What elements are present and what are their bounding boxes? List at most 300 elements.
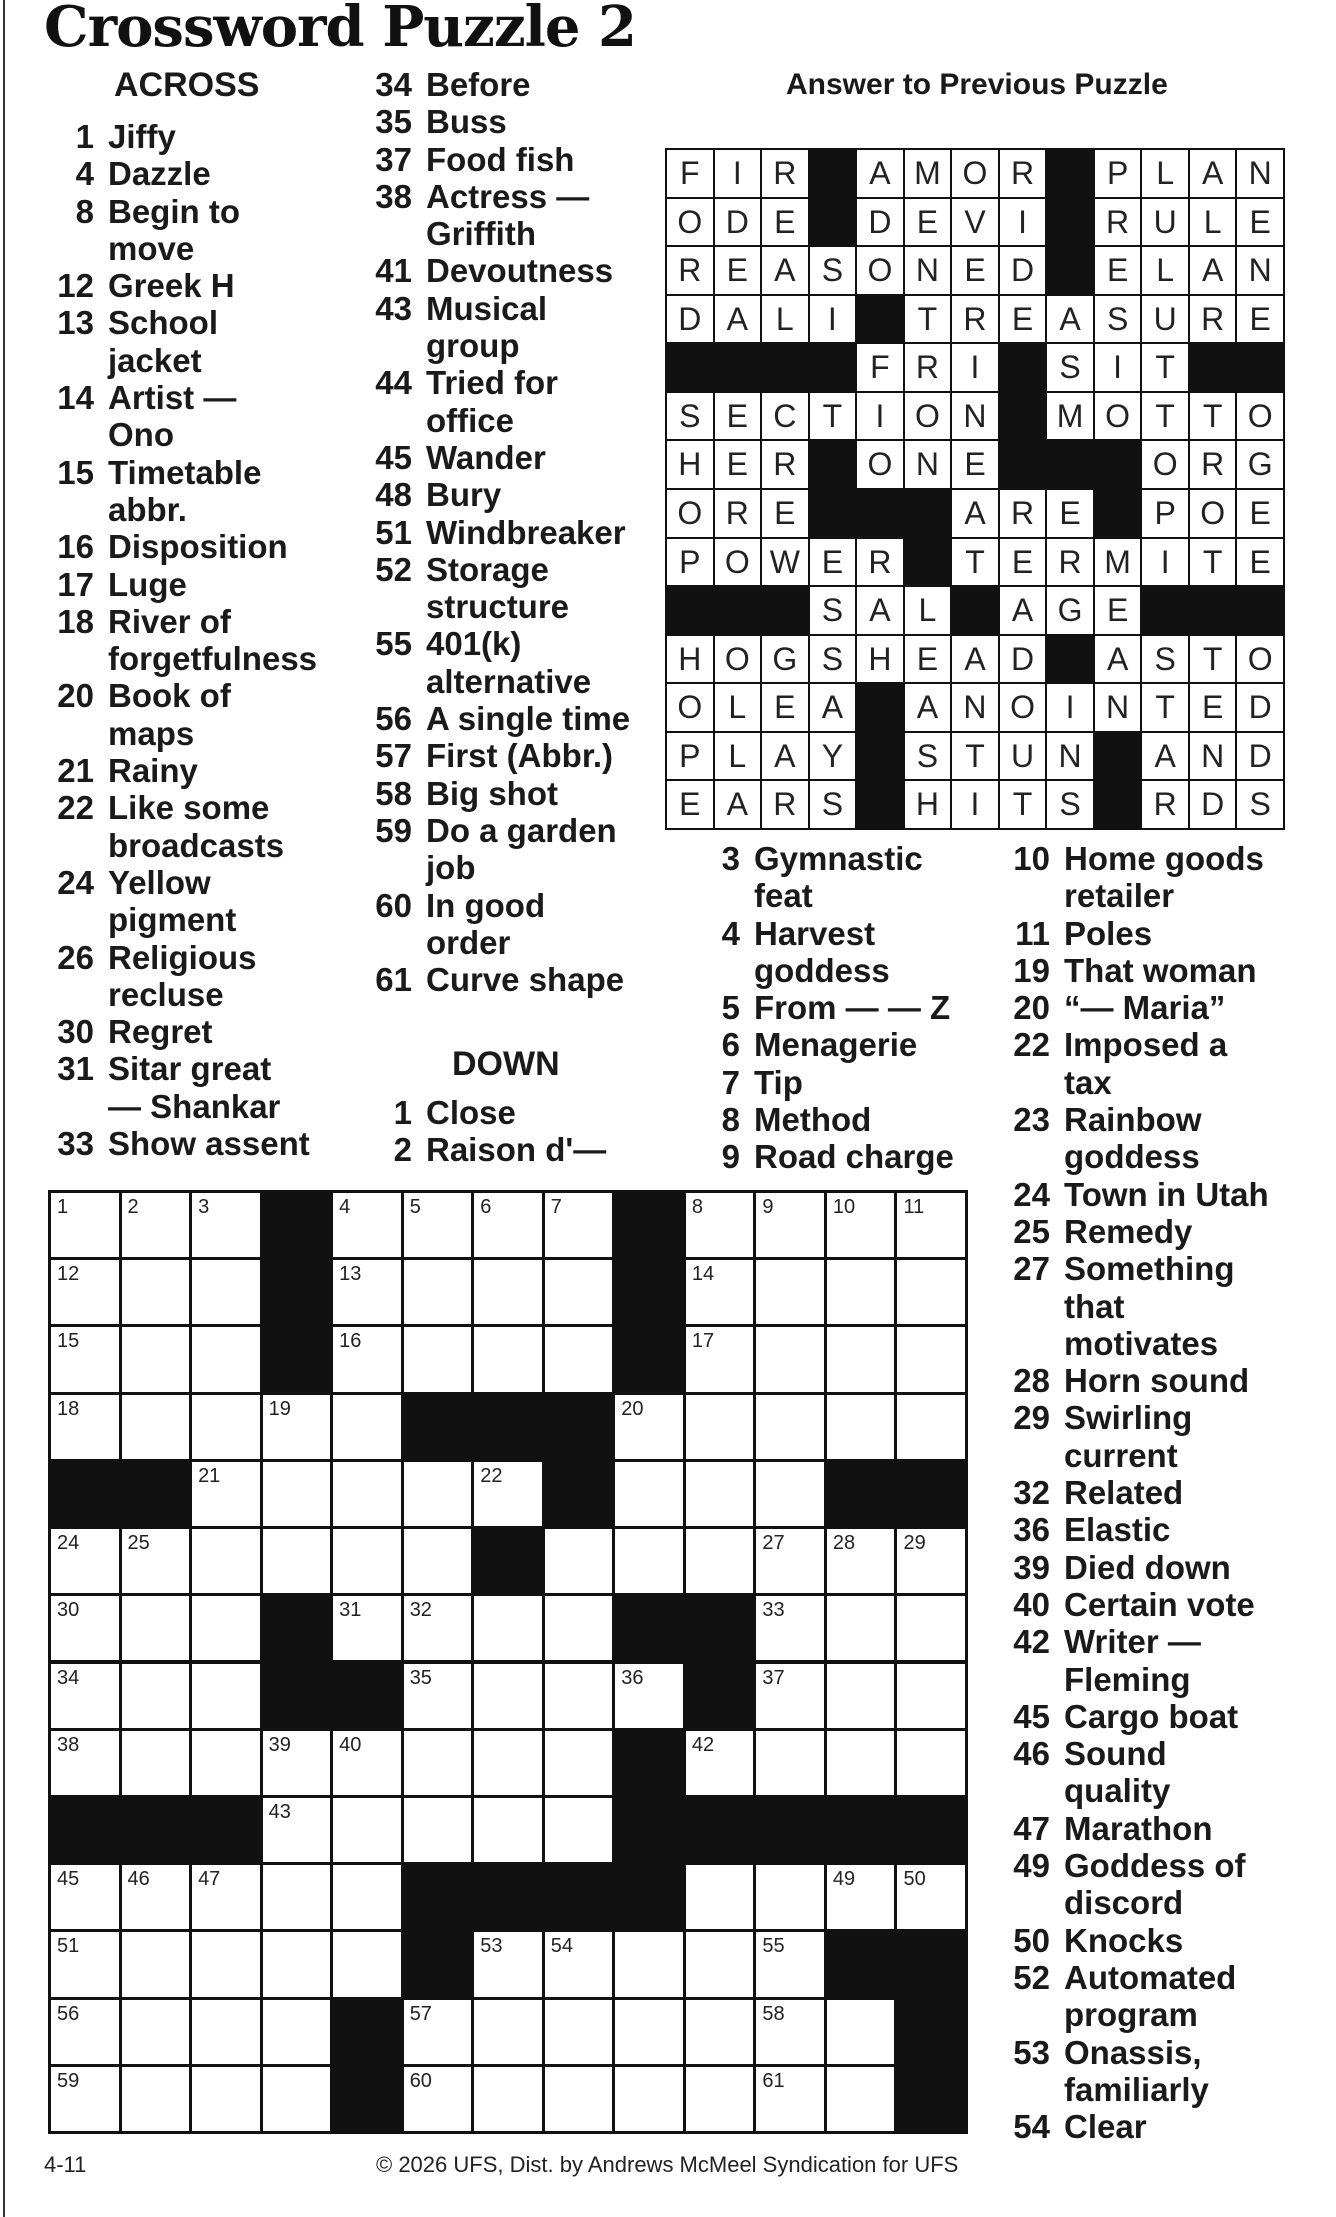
clue-text: Musical group	[426, 289, 548, 365]
down-clue-42	[990, 1623, 1330, 1698]
answer-cell: O	[1190, 490, 1236, 537]
grid-cell[interactable]	[263, 1462, 331, 1526]
cell-number: 20	[621, 1397, 644, 1420]
grid-cell[interactable]	[192, 1193, 260, 1257]
answer-cell: M	[1047, 393, 1093, 440]
clue-number: 6	[721, 1026, 740, 1064]
down-clue-3	[690, 840, 1000, 915]
grid-cell[interactable]	[333, 1932, 401, 1996]
clue-number: 15	[57, 453, 94, 491]
answer-cell: E	[715, 393, 761, 440]
grid-cell[interactable]	[51, 1664, 119, 1728]
clue-text: Something that motivates	[1064, 1250, 1235, 1362]
clue-number: 42	[1013, 1623, 1050, 1661]
grid-cell[interactable]	[263, 1865, 331, 1929]
clue-number: 53	[1013, 2033, 1050, 2071]
clue-number: 41	[375, 252, 412, 290]
grid-cell[interactable]	[545, 1260, 613, 1324]
cell-number: 27	[762, 1532, 785, 1555]
grid-cell[interactable]	[333, 1529, 401, 1593]
grid-cell[interactable]	[474, 2000, 542, 2064]
clue-text: Raison d'—	[426, 1131, 607, 1169]
grid-cell[interactable]	[615, 2000, 683, 2064]
grid-cell[interactable]	[51, 1932, 119, 1996]
cell-number: 24	[57, 1532, 80, 1555]
grid-cell[interactable]	[545, 1327, 613, 1391]
grid-cell[interactable]	[192, 1865, 260, 1929]
clue-text: Buss	[426, 103, 507, 141]
clue-text: Town in Utah	[1064, 1175, 1269, 1213]
clue-number: 20	[1013, 989, 1050, 1027]
grid-cell[interactable]	[192, 2000, 260, 2064]
grid-cell[interactable]	[897, 1731, 965, 1795]
page-edge-rule	[3, 0, 5, 2217]
grid-cell[interactable]	[897, 1664, 965, 1728]
grid-cell[interactable]	[545, 1529, 613, 1593]
grid-cell[interactable]	[404, 1462, 472, 1526]
answer-cell: S	[1142, 636, 1188, 683]
across-clue-15	[44, 454, 354, 529]
grid-cell[interactable]	[545, 1932, 613, 1996]
answer-cell: E	[1095, 247, 1141, 294]
grid-cell[interactable]	[192, 1327, 260, 1391]
grid-cell[interactable]	[474, 1798, 542, 1862]
grid-cell[interactable]	[122, 1932, 190, 1996]
clue-text: Swirling current	[1064, 1399, 1193, 1474]
answer-cell: R	[762, 441, 808, 488]
answer-cell: A	[715, 296, 761, 343]
clue-number: 17	[57, 565, 94, 603]
answer-cell: E	[1095, 587, 1141, 634]
grid-cell[interactable]	[122, 1865, 190, 1929]
grid-cell[interactable]	[474, 1462, 542, 1526]
clue-text: Dazzle	[108, 155, 211, 193]
cell-number: 10	[832, 1196, 856, 1218]
grid-cell[interactable]	[827, 1193, 895, 1257]
answer-cell: M	[905, 150, 951, 197]
cell-number: 32	[409, 1599, 432, 1622]
grid-cell[interactable]	[263, 1395, 331, 1459]
grid-cell[interactable]	[404, 1193, 472, 1257]
clue-text: Do a garden job	[426, 811, 617, 887]
grid-cell[interactable]	[333, 1193, 401, 1257]
answer-cell: O	[715, 539, 761, 586]
answer-cell: W	[762, 539, 808, 586]
answer-cell: O	[715, 636, 761, 683]
answer-cell: U	[1142, 296, 1188, 343]
clue-text: Jiffy	[108, 118, 176, 155]
across-clue-24	[44, 864, 354, 939]
down-clue-54	[990, 2108, 1330, 2145]
down-clues-column-3	[990, 840, 1330, 2145]
answer-cell: S	[810, 636, 856, 683]
cell-number: 58	[762, 2002, 785, 2025]
grid-cell[interactable]	[545, 2067, 613, 2131]
down-clue-8	[690, 1101, 1000, 1138]
answer-cell: R	[667, 247, 713, 294]
grid-cell[interactable]	[122, 1596, 190, 1660]
grid-cell[interactable]	[686, 1327, 754, 1391]
grid-cell[interactable]	[51, 1529, 119, 1593]
down-clue-7	[690, 1064, 1000, 1101]
cell-number: 30	[57, 1599, 80, 1622]
clue-text: Clear	[1064, 2108, 1147, 2146]
clue-text: Sitar great — Shankar	[108, 1050, 281, 1125]
across-clue-45	[360, 439, 660, 476]
grid-cell[interactable]	[192, 1462, 260, 1526]
grid-cell[interactable]	[686, 1462, 754, 1526]
grid-cell[interactable]	[474, 1327, 542, 1391]
grid-cell[interactable]	[192, 1596, 260, 1660]
grid-cell[interactable]	[897, 1395, 965, 1459]
down-clue-32	[990, 1474, 1330, 1511]
grid-cell[interactable]	[897, 1596, 965, 1660]
across-clue-33	[44, 1125, 354, 1162]
across-clue-18	[44, 603, 354, 678]
clue-text: 401(k) alternative	[426, 625, 592, 700]
grid-cell[interactable]	[827, 1327, 895, 1391]
answer-cell: D	[715, 199, 761, 246]
cell-number: 60	[409, 2069, 432, 2092]
grid-cell[interactable]	[686, 1529, 754, 1593]
answer-cell: A	[952, 636, 998, 683]
grid-cell[interactable]	[263, 2000, 331, 2064]
grid-cell[interactable]	[897, 1529, 965, 1593]
down-clue-28	[990, 1362, 1330, 1399]
grid-cell[interactable]	[474, 1260, 542, 1324]
answer-cell: A	[857, 587, 903, 634]
answer-cell: R	[1000, 150, 1046, 197]
grid-cell[interactable]	[756, 1932, 824, 1996]
grid-cell[interactable]	[827, 2000, 895, 2064]
clue-text: Devoutness	[426, 252, 614, 290]
clue-text: Remedy	[1064, 1212, 1193, 1250]
answer-cell: N	[952, 393, 998, 440]
grid-cell[interactable]	[404, 1327, 472, 1391]
answer-cell: I	[1095, 344, 1141, 391]
answer-cell: A	[905, 684, 951, 731]
answer-cell: T	[1142, 684, 1188, 731]
clue-text: Big shot	[426, 774, 558, 812]
across-clue-44	[360, 364, 660, 439]
answer-cell: R	[1000, 490, 1046, 537]
cell-number: 51	[57, 1935, 80, 1958]
grid-cell[interactable]	[827, 2067, 895, 2131]
clue-text: Like some broadcasts	[108, 789, 285, 864]
answer-cell: O	[1000, 684, 1046, 731]
grid-cell[interactable]	[686, 1395, 754, 1459]
clue-number: 19	[1013, 951, 1050, 989]
across-heading: ACROSS	[114, 66, 260, 104]
grid-cell[interactable]	[827, 1260, 895, 1324]
clue-text: Imposed a tax	[1064, 1026, 1228, 1101]
grid-cell[interactable]	[756, 1193, 824, 1257]
clue-number: 30	[57, 1013, 94, 1051]
answer-cell: L	[1190, 199, 1236, 246]
grid-cell[interactable]	[404, 2000, 472, 2064]
grid-cell[interactable]	[615, 1462, 683, 1526]
down-clues-column-1	[360, 1094, 660, 1169]
clue-number: 61	[375, 961, 412, 999]
cell-number: 57	[409, 2002, 432, 2025]
answer-cell: O	[667, 199, 713, 246]
answer-cell: O	[667, 684, 713, 731]
grid-cell[interactable]	[122, 1395, 190, 1459]
grid-cell[interactable]	[686, 1260, 754, 1324]
cell-number: 4	[339, 1196, 351, 1218]
answer-cell: G	[1047, 587, 1093, 634]
grid-cell[interactable]	[263, 1932, 331, 1996]
grid-cell[interactable]	[756, 1395, 824, 1459]
grid-cell[interactable]	[897, 1327, 965, 1391]
clue-text: Knocks	[1064, 1921, 1184, 1959]
grid-cell[interactable]	[615, 1395, 683, 1459]
grid-cell[interactable]	[122, 2000, 190, 2064]
clue-text: In good order	[426, 886, 546, 961]
answer-cell: V	[952, 199, 998, 246]
clue-number: 13	[57, 304, 94, 342]
clue-number: 44	[375, 364, 412, 402]
grid-cell[interactable]	[615, 1932, 683, 1996]
clue-text: Book of maps	[108, 677, 231, 752]
grid-cell[interactable]	[51, 1865, 119, 1929]
clue-number: 38	[375, 177, 412, 215]
cell-number: 55	[762, 1935, 785, 1958]
grid-cell[interactable]	[615, 1529, 683, 1593]
grid-cell[interactable]	[756, 1865, 824, 1929]
answer-cell: R	[905, 344, 951, 391]
grid-cell[interactable]	[51, 1327, 119, 1391]
grid-cell[interactable]	[827, 1731, 895, 1795]
clue-number: 52	[375, 550, 412, 588]
grid-cell[interactable]	[192, 1529, 260, 1593]
grid-cell[interactable]	[686, 2067, 754, 2131]
down-clue-53	[990, 2034, 1330, 2109]
grid-cell[interactable]	[333, 1798, 401, 1862]
grid-cell[interactable]	[756, 2067, 824, 2131]
answer-cell: S	[1237, 781, 1283, 828]
down-clue-22	[990, 1026, 1330, 1101]
answer-cell: S	[1047, 344, 1093, 391]
grid-cell[interactable]	[756, 1462, 824, 1526]
grid-cell[interactable]	[51, 1731, 119, 1795]
grid-cell[interactable]	[615, 2067, 683, 2131]
grid-cell[interactable]	[404, 1664, 472, 1728]
answer-cell: A	[715, 781, 761, 828]
answer-cell: E	[1237, 199, 1283, 246]
answer-cell: T	[952, 733, 998, 780]
grid-cell[interactable]	[474, 1731, 542, 1795]
clue-number: 20	[57, 677, 94, 715]
cell-number: 28	[832, 1532, 856, 1555]
clue-text: Automated program	[1064, 1958, 1237, 2034]
grid-cell[interactable]	[404, 1260, 472, 1324]
grid-cell[interactable]	[122, 1529, 190, 1593]
across-clue-37	[360, 141, 660, 178]
grid-cell[interactable]	[474, 1596, 542, 1660]
cell-number: 40	[339, 1733, 362, 1756]
grid-cell[interactable]	[756, 1731, 824, 1795]
clue-number: 9	[721, 1138, 740, 1176]
grid-cell[interactable]	[333, 1327, 401, 1391]
grid-cell[interactable]	[615, 1664, 683, 1728]
clue-number: 48	[375, 476, 412, 514]
grid-cell[interactable]	[333, 1596, 401, 1660]
clue-number: 16	[57, 528, 94, 566]
grid-cell[interactable]	[122, 1731, 190, 1795]
grid-cell[interactable]	[827, 1596, 895, 1660]
grid-cell[interactable]	[545, 1798, 613, 1862]
grid-cell[interactable]	[404, 1596, 472, 1660]
cell-number: 46	[127, 1868, 150, 1891]
grid-cell[interactable]	[263, 1731, 331, 1795]
answer-cell: E	[1047, 490, 1093, 537]
clue-text: Tip	[754, 1063, 803, 1101]
answer-cell: S	[810, 587, 856, 634]
grid-cell[interactable]	[263, 1529, 331, 1593]
grid-cell[interactable]	[404, 2067, 472, 2131]
down-clue-6	[690, 1026, 1000, 1063]
grid-cell[interactable]	[474, 1932, 542, 1996]
grid-cell[interactable]	[404, 1798, 472, 1862]
answer-cell: T	[1190, 393, 1236, 440]
across-clues-column-2	[360, 66, 660, 998]
grid-cell[interactable]	[545, 1596, 613, 1660]
grid-cell[interactable]	[686, 1193, 754, 1257]
grid-cell[interactable]	[122, 1664, 190, 1728]
grid-cell[interactable]	[545, 1664, 613, 1728]
clue-number: 35	[375, 103, 412, 141]
grid-cell[interactable]	[51, 1260, 119, 1324]
clue-text: Rainbow goddess	[1064, 1101, 1202, 1176]
grid-cell[interactable]	[51, 1596, 119, 1660]
down-clue-40	[990, 1586, 1330, 1623]
answer-cell: I	[1000, 199, 1046, 246]
grid-cell[interactable]	[51, 2067, 119, 2131]
grid-cell[interactable]	[686, 1932, 754, 1996]
grid-cell[interactable]	[51, 1395, 119, 1459]
clue-number: 22	[57, 789, 94, 827]
grid-cell[interactable]	[474, 1664, 542, 1728]
answer-cell: E	[1237, 296, 1283, 343]
grid-cell[interactable]	[686, 1865, 754, 1929]
grid-cell[interactable]	[333, 1731, 401, 1795]
clue-text: Begin to move	[108, 192, 240, 267]
answer-cell: S	[1095, 296, 1141, 343]
grid-cell[interactable]	[756, 1529, 824, 1593]
across-clue-52	[360, 551, 660, 626]
grid-cell[interactable]	[827, 1664, 895, 1728]
grid-cell[interactable]	[827, 1529, 895, 1593]
grid-cell[interactable]	[263, 1798, 331, 1862]
grid-cell[interactable]	[545, 2000, 613, 2064]
across-clue-57	[360, 737, 660, 774]
grid-cell[interactable]	[122, 2067, 190, 2131]
grid-cell[interactable]	[897, 1193, 965, 1257]
grid-cell[interactable]	[333, 1865, 401, 1929]
grid-cell[interactable]	[756, 1260, 824, 1324]
answer-cell: E	[762, 490, 808, 537]
answer-cell: E	[952, 441, 998, 488]
grid-cell[interactable]	[122, 1327, 190, 1391]
grid-cell[interactable]	[756, 1327, 824, 1391]
grid-cell[interactable]	[51, 1193, 119, 1257]
answer-cell: R	[1190, 441, 1236, 488]
grid-cell[interactable]	[897, 1260, 965, 1324]
answer-cell: P	[667, 539, 713, 586]
grid-cell[interactable]	[192, 1260, 260, 1324]
grid-cell[interactable]	[192, 2067, 260, 2131]
grid-cell[interactable]	[827, 1395, 895, 1459]
grid-cell[interactable]	[827, 1865, 895, 1929]
clue-text: Gymnastic feat	[754, 840, 923, 915]
answer-cell: A	[810, 684, 856, 731]
answer-cell: A	[762, 733, 808, 780]
cell-number: 2	[127, 1196, 139, 1218]
answer-cell: R	[1095, 199, 1141, 246]
clue-text: Bury	[426, 476, 502, 514]
grid-cell[interactable]	[686, 2000, 754, 2064]
grid-cell[interactable]	[686, 1731, 754, 1795]
grid-cell[interactable]	[756, 1596, 824, 1660]
grid-cell[interactable]	[474, 2067, 542, 2131]
clue-text: Luge	[108, 565, 187, 603]
grid-cell[interactable]	[756, 2000, 824, 2064]
grid-cell[interactable]	[333, 1260, 401, 1324]
down-clue-45	[990, 1698, 1330, 1735]
clue-text: Home goods retailer	[1064, 840, 1264, 915]
clue-text: Curve shape	[426, 961, 625, 999]
clue-number: 14	[57, 379, 94, 417]
answer-cell: D	[857, 199, 903, 246]
grid-cell[interactable]	[404, 1731, 472, 1795]
cell-number: 49	[832, 1868, 856, 1891]
answer-cell: S	[667, 393, 713, 440]
grid-cell[interactable]	[333, 1462, 401, 1526]
grid-cell[interactable]	[192, 1731, 260, 1795]
grid-cell[interactable]	[333, 1395, 401, 1459]
page-title: Crossword Puzzle 2	[44, 0, 636, 60]
grid-cell[interactable]	[192, 1664, 260, 1728]
grid-cell[interactable]	[263, 2067, 331, 2131]
grid-cell[interactable]	[545, 1193, 613, 1257]
grid-cell[interactable]	[51, 2000, 119, 2064]
grid-cell[interactable]	[897, 1865, 965, 1929]
across-clue-55	[360, 625, 660, 700]
answer-cell: O	[1095, 393, 1141, 440]
grid-cell[interactable]	[545, 1731, 613, 1795]
grid-cell[interactable]	[474, 1193, 542, 1257]
cell-number: 59	[57, 2069, 80, 2092]
across-clue-13	[44, 304, 354, 379]
grid-cell[interactable]	[122, 1193, 190, 1257]
cell-number: 38	[57, 1733, 80, 1756]
cell-number: 31	[339, 1599, 362, 1622]
grid-cell[interactable]	[404, 1529, 472, 1593]
across-clue-20	[44, 677, 354, 752]
clue-number: 43	[375, 289, 412, 327]
clue-text: A single time	[426, 700, 631, 738]
grid-cell[interactable]	[122, 1260, 190, 1324]
answer-cell: I	[1142, 539, 1188, 586]
answer-cell: R	[857, 539, 903, 586]
clue-number: 7	[721, 1063, 740, 1101]
grid-cell[interactable]	[192, 1395, 260, 1459]
grid-cell[interactable]	[756, 1664, 824, 1728]
down-clue-5	[690, 989, 1000, 1026]
grid-cell[interactable]	[192, 1932, 260, 1996]
cell-number: 50	[903, 1868, 926, 1891]
